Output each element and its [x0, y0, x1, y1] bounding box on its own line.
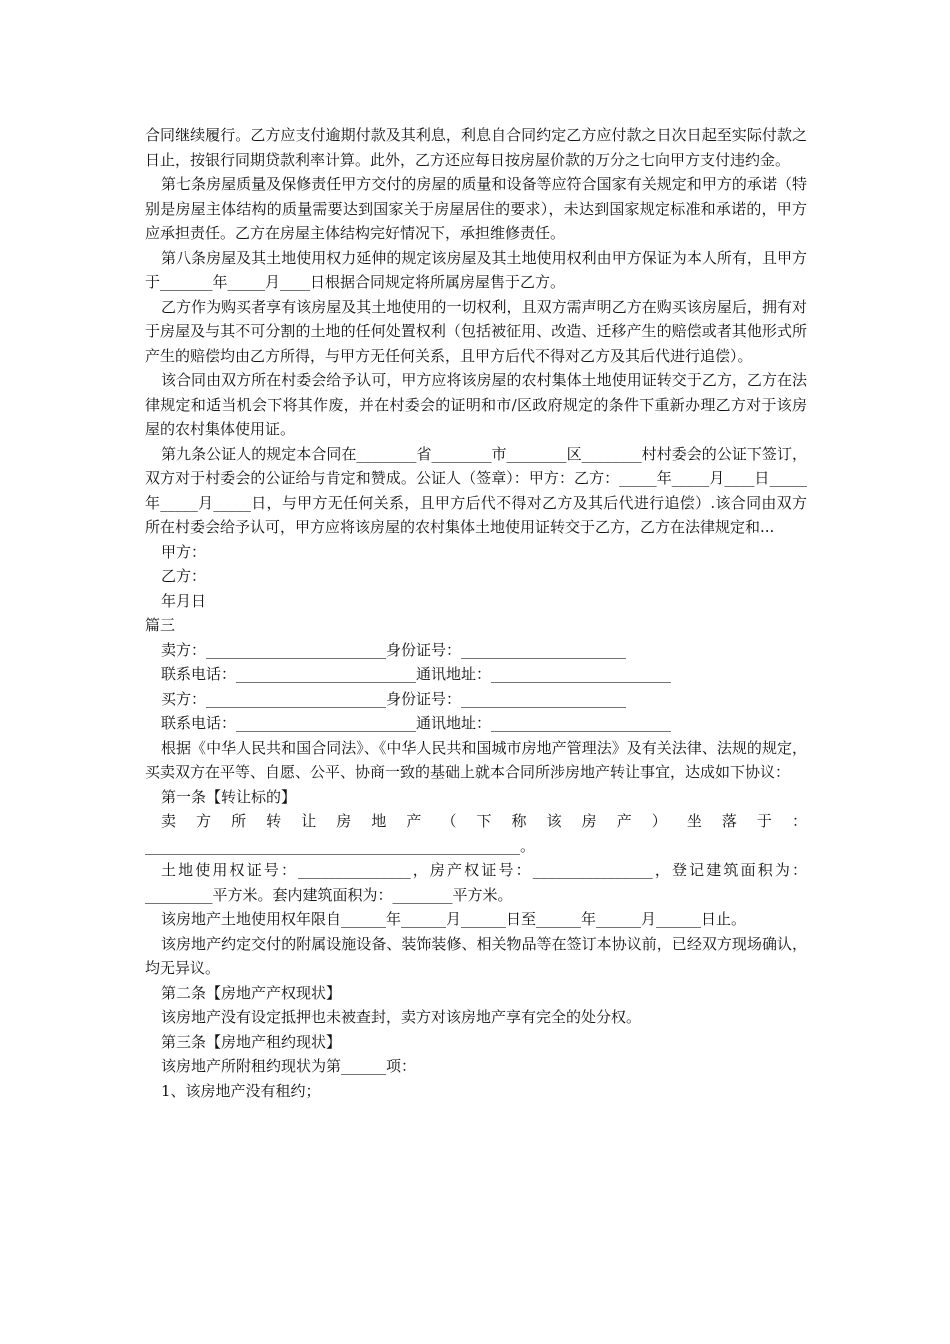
- paragraph-article-9: 第九条公证人的规定本合同在________省________市________区________村村委会的公证下签订，双方对于村委会的公证给与肯定和赞成。公证人（签章）：甲方：乙方：_____年_____月____日_____年_____月_____日，与甲方无任何关系，且甲方后代不得对乙方及其后代进行追偿）.该合同由双方所在村委会给予认可，甲方应将该房屋的农村集体土地使用证转交于乙方，乙方在法律规定和...: [145, 444, 807, 536]
- paragraph-lease-status: 该房地产所附租约现状为第______项：: [161, 1057, 417, 1075]
- paragraph-facilities: 该房地产约定交付的附属设施设备、装饰装修、相关物品等在签订本协议前，已经双方现场确认，均无异议。: [145, 934, 807, 977]
- signature-date: 年月日: [161, 591, 207, 610]
- signature-party-a: 甲方：: [161, 542, 207, 561]
- signature-party-b: 乙方：: [161, 567, 207, 585]
- seller-contact-line: 联系电话：________________________通讯地址：________________________: [161, 665, 672, 683]
- paragraph-no-mortgage: 该房地产没有设定抵押也未被查封，卖方对该房地产享有完全的处分权。: [161, 1008, 642, 1026]
- section-heading: 篇三: [145, 616, 176, 634]
- list-item-no-lease: 1、该房地产没有租约；: [161, 1081, 321, 1100]
- buyer-id-line: 买方：________________________身份证号：______________________: [161, 689, 627, 708]
- article-2-heading: 第二条【房地产产权现状】: [161, 983, 342, 1002]
- seller-id-line: 卖方：________________________身份证号：______________________: [161, 640, 627, 659]
- paragraph-land-term: 该房地产土地使用权年限自______年______月______日至______年______月______日止。: [161, 910, 747, 928]
- paragraph-village-approval: 该合同由双方所在村委会给予认可，甲方应将该房屋的农村集体土地使用证转交于乙方，乙方在法律规定和适当机会下将其作废，并在村委会的证明和市/区政府规定的条件下重新办理乙方对于该房屋的农村集体使用证。: [145, 371, 807, 438]
- paragraph-article-8: 第八条房屋及其土地使用权力延伸的规定该房屋及其土地使用权利由甲方保证为本人所有，且甲方于_______年_____月____日根据合同规定将所属房屋售于乙方。: [145, 248, 807, 291]
- paragraph-payment-continuation: 合同继续履行。乙方应支付逾期付款及其利息，利息自合同约定乙方应付款之日次日起至实际付款之日止，按银行同期贷款利率计算。此外，乙方还应每日按房屋价款的万分之七向甲方支付违约金。: [145, 126, 807, 169]
- document-body: [145, 123, 807, 1103]
- paragraph-article-7: 第七条房屋质量及保修责任甲方交付的房屋的质量和设备等应符合国家有关规定和甲方的承诺（特别是房屋主体结构的质量需要达到国家关于房屋居住的要求），未达到国家规定标准和承诺的，甲方应承担责任。乙方在房屋主体结构完好情况下，承担维修责任。: [145, 175, 807, 242]
- buyer-contact-line: 联系电话：________________________通讯地址：________________________: [161, 714, 672, 732]
- article-1-heading: 第一条【转让标的】: [161, 787, 297, 806]
- paragraph-property-location: 卖方所转让房地产（下称该房产）坐落于：__________________________________________________。: [145, 812, 807, 855]
- paragraph-buyer-rights: 乙方作为购买者享有该房屋及其土地使用的一切权利，且双方需声明乙方在购买该房屋后，拥有对于房屋及与其不可分割的土地的任何处置权利（包括被征用、改造、迁移产生的赔偿或者其他形式所产生的赔偿均由乙方所得，与甲方无任何关系，且甲方后代不得对乙方及其后代进行追偿）。: [145, 297, 807, 365]
- paragraph-legal-basis: 根据《中华人民共和国合同法》、《中华人民共和国城市房地产管理法》及有关法律、法规的规定，买卖双方在平等、自愿、公平、协商一致的基础上就本合同所涉房地产转让事宜，达成如下协议：: [145, 738, 807, 781]
- article-3-heading: 第三条【房地产租约现状】: [161, 1032, 342, 1051]
- paragraph-certificates: 土地使用权证号：_______________，房产权证号：________________，登记建筑面积为：_________平方米。套内建筑面积为：________平方米。: [145, 861, 807, 904]
